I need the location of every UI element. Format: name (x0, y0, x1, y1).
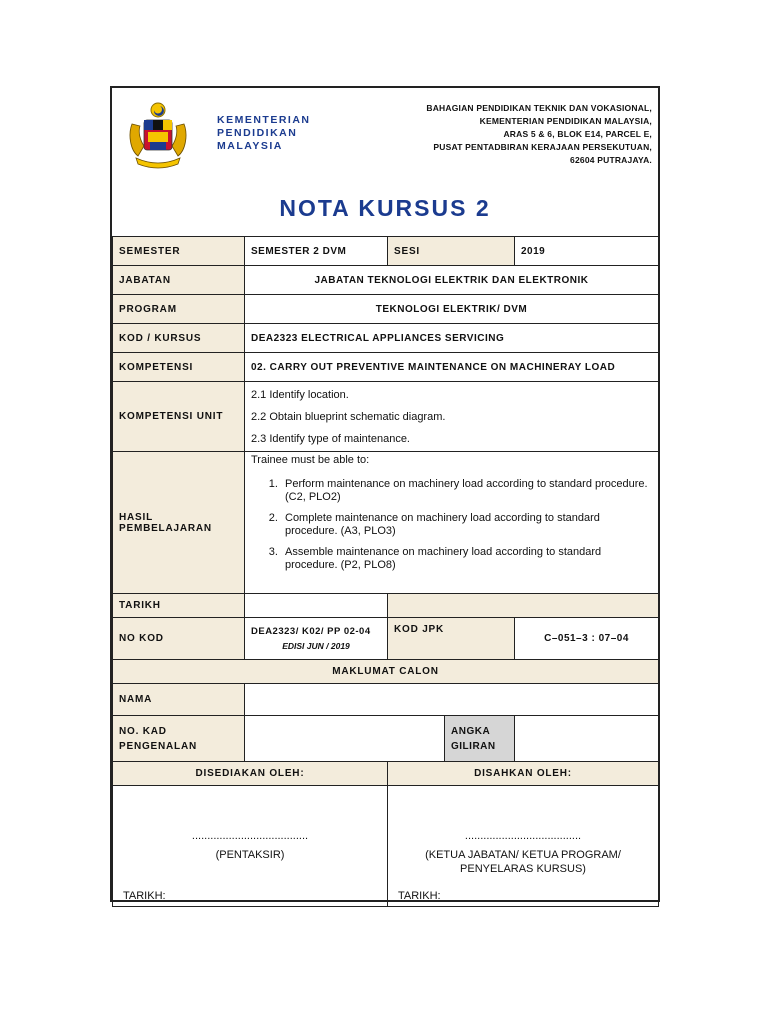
kompetensi-unit-list (245, 382, 659, 452)
left-tarikh-label: TARIKH: (123, 890, 166, 902)
table-row (113, 382, 659, 452)
jabatan-value: JABATAN TEKNOLOGI ELEKTRIK DAN ELEKTRONIK (245, 266, 659, 295)
pentaksir-sign-box (113, 786, 388, 907)
angka-giliran-label (445, 716, 515, 762)
table-row (113, 716, 659, 762)
signature-line: ...................................... (464, 830, 582, 842)
table-row (113, 684, 659, 716)
nama-label: NAMA (113, 684, 245, 716)
sesi-value: 2019 (515, 237, 659, 266)
ketua-sign-box (388, 786, 659, 907)
nama-field (245, 684, 659, 716)
angka-label-line: ANGKA (451, 725, 491, 737)
address-line: KEMENTERIAN PENDIDIKAN MALAYSIA, (479, 116, 652, 126)
hasil-pembelajaran-content (245, 452, 659, 594)
tarikh-label: TARIKH (113, 594, 245, 618)
course-info-table (112, 236, 659, 907)
address-line: BAHAGIAN PENDIDIKAN TEKNIK DAN VOKASIONAL, (426, 103, 652, 113)
hasil-intro: Trainee must be able to: (251, 454, 370, 466)
table-row (113, 618, 659, 660)
pentaksir-role: (PENTAKSIR) (215, 849, 285, 861)
tarikh-blank (388, 594, 659, 618)
ketua-role-line: (KETUA JABATAN/ KETUA PROGRAM/ (425, 849, 621, 861)
nokad-field (245, 716, 445, 762)
unit-item: 2.1 Identify location. (251, 388, 349, 401)
hasil-label-line: HASIL (119, 511, 153, 523)
address-line: ARAS 5 & 6, BLOK E14, PARCEL E, (503, 129, 652, 139)
coat-of-arms-logo-icon (126, 98, 190, 172)
program-value: TEKNOLOGI ELEKTRIK/ DVM (245, 295, 659, 324)
jabatan-label: JABATAN (113, 266, 245, 295)
ketua-role (388, 848, 658, 876)
table-row (113, 762, 659, 786)
table-row (113, 660, 659, 684)
ketua-role-line: PENYELARAS KURSUS) (460, 863, 586, 875)
angka-label-line: GILIRAN (451, 740, 496, 752)
nokad-label-line: NO. KAD (119, 725, 167, 737)
table-row (113, 353, 659, 382)
ministry-name (217, 114, 311, 153)
semester-label: SEMESTER (113, 237, 245, 266)
unit-item: 2.3 Identify type of maintenance. (251, 432, 410, 445)
ministry-line: MALAYSIA (217, 140, 283, 152)
document-title: NOTA KURSUS 2 (279, 195, 491, 221)
kodjpk-label: KOD JPK (388, 618, 515, 660)
disediakan-label: DISEDIAKAN OLEH: (113, 762, 388, 786)
nokad-label-line: PENGENALAN (119, 740, 198, 752)
nokad-label (113, 716, 245, 762)
table-row (113, 266, 659, 295)
address-line: PUSAT PENTADBIRAN KERAJAAN PERSEKUTUAN, (433, 142, 652, 152)
table-row (113, 324, 659, 353)
ministry-line: PENDIDIKAN (217, 127, 298, 139)
hasil-label-line: PEMBELAJARAN (119, 522, 212, 534)
table-row (113, 594, 659, 618)
nokod-cell (245, 618, 388, 660)
list-item: 3. Assemble maintenance on machinery load according to standard procedure. (P2, PLO8) (281, 546, 652, 572)
table-row (113, 452, 659, 594)
edisi-value: EDISI JUN / 2019 (282, 641, 350, 651)
unit-item: 2.2 Obtain blueprint schematic diagram. (251, 410, 446, 423)
document-frame (110, 86, 660, 902)
nokod-value: DEA2323/ K02/ PP 02-04 (251, 626, 371, 637)
kursus-value: DEA2323 ELECTRICAL APPLIANCES SERVICING (245, 324, 659, 353)
signature-line: ...................................... (191, 830, 309, 842)
kursus-label: KOD / KURSUS (113, 324, 245, 353)
semester-value: SEMESTER 2 DVM (245, 237, 388, 266)
kodjpk-value: C–051–3 : 07–04 (515, 618, 659, 660)
kompetensi-label: KOMPETENSI (113, 353, 245, 382)
kompetensi-unit-label: KOMPETENSI UNIT (113, 382, 245, 452)
list-item: 2. Complete maintenance on machinery load according to standard procedure. (A3, PLO3) (281, 512, 652, 538)
disahkan-label: DISAHKAN OLEH: (388, 762, 659, 786)
ministry-address (426, 102, 652, 167)
list-item: 1. Perform maintenance on machinery load according to standard procedure. (C2, PLO2) (281, 478, 652, 504)
table-row (113, 295, 659, 324)
ministry-line: KEMENTERIAN (217, 114, 311, 126)
program-label: PROGRAM (113, 295, 245, 324)
nokod-label: NO KOD (113, 618, 245, 660)
sesi-label: SESI (388, 237, 515, 266)
address-line: 62604 PUTRAJAYA. (570, 155, 652, 165)
document-header (112, 88, 658, 237)
table-row (113, 237, 659, 266)
hasil-pembelajaran-label (113, 452, 245, 594)
right-tarikh-label: TARIKH: (398, 890, 441, 902)
angka-giliran-field (515, 716, 659, 762)
tarikh-value (245, 594, 388, 618)
maklumat-calon-label: MAKLUMAT CALON (113, 660, 659, 684)
kompetensi-value: 02. CARRY OUT PREVENTIVE MAINTENANCE ON MACHINERAY LOAD (245, 353, 659, 382)
learning-outcomes-list (251, 478, 652, 572)
table-row (113, 786, 659, 907)
